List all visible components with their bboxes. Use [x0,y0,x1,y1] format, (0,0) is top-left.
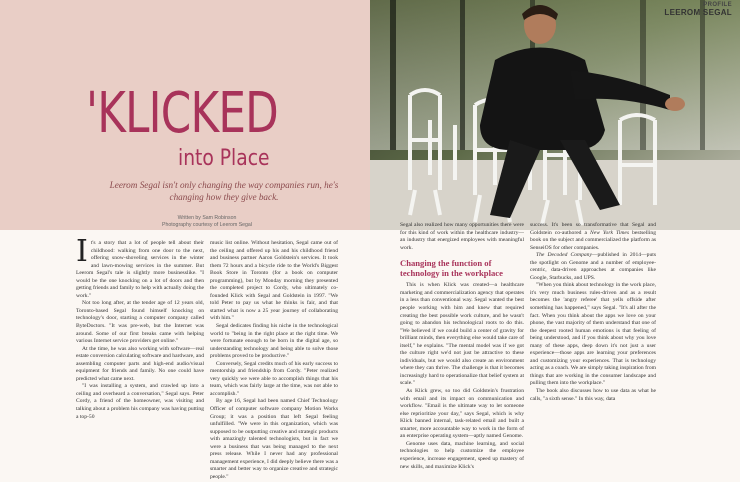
profile-photo [370,0,740,230]
writer-credit: Written by Sam Robinson [177,215,237,221]
section-tag: PROFILE [703,2,732,8]
book-title: The Decoded Company [536,252,592,259]
paragraph: As Klick grew, so too did Goldstein's frustration with email and its impact on communication and workflow. "Email is the ultimate way to let someone else reprioritize your day," says Segal, which is why Klick banned internal, task-related email and built a smarter, more accountable way to work in the form of an enterprise operating system—aptly named Genome. [400,388,524,440]
paragraph: At the time, he was also working with software—real estate conversion calculating software and hardware, and assembling computer parts and high-end audio/visual equipment for friends and family. No one could have predicted what came next. [76,345,204,382]
paragraph-text: bestselling book on the subject and commercialized the platform as SenseiOS for other companies. [530,229,656,251]
photo-tags [664,2,732,17]
article-deck: Leerom Segal isn't only changing the way companies run, he's changing how they give back. [109,180,339,202]
paragraph-text: —published in 2014—puts the spotlight on Genome and a number of employee-centric, data-driven approaches at companies like Google, Starbucks, and UPS. [530,252,656,281]
paragraph: Segal also realized how many opportunities there were for this kind of work within the healthcare industry—an industry that energized employees with meaningful work. [400,222,524,251]
paragraph-text: success. It's been so transformative that Segal and Goldstein co-authored a [530,222,656,236]
paragraph: "I was installing a system, and crawled up into a ceiling and overheard a conversation," Segal says. Peter Cordy, a friend of the homeowner, was visiting and talking about a problem his company was having putting a top-50 [76,383,204,420]
body-column-4 [530,222,656,403]
paragraph [530,252,656,282]
article-title: 'KLICKED [86,81,279,146]
paragraph: Conversely, Segal credits much of his early success to mentorship and friendship from Cordy. "Peter realized very quickly we were able to accomplish things that his team, which was fairly large at the time, was not able to accomplish." [210,360,338,397]
paragraph-text: t's a story that a lot of people tell about their childhood: walking from one door to the next, offering snow-shoveling services in the winter and lawn-mowing services in the summer. But Leerom Segal's tale is slightly more businesslike. "I would be the one knocking on a lot of doors and then getting friends and family to help with actually doing the work." [76,240,204,299]
paragraph: Genome uses data, machine learning, and social technologies to help customize the employee experience, increase engagement, speed up mastery of new skills, and maximize Klick's [400,440,524,470]
paragraph [76,234,204,300]
book-title: New York Times [589,229,630,236]
paragraph: music list online. Without hesitation, Segal came out of the ceiling and offered up his and his childhood friend and business partner Aaron Goldstein's services. It took them 72 hours and a bicycle ride to the World's Biggest Book Store in Toronto (for a book on computer programming), but by Monday morning they presented the completed project to Cordy, who ultimately co-founded Klick with Segal and Goldstein in 1997. "We told Peter to pay us what he thinks is fair, and that started what is now a 25 year journey of collaborating with him." [210,240,338,322]
body-column-1 [76,234,204,421]
article-title-sub: into Place [178,146,270,171]
subject-tag: LEEROM SEGAL [664,8,732,17]
article-credits [132,215,282,229]
body-column-3 [400,222,524,471]
paragraph [530,222,656,252]
paragraph: "When you think about technology in the work place, it's very much business rules-driven and as a result becomes the 'angry referee' that yells offside after something has happened," says Segal. "It's all after the fact. When you think about the apps we love on your phone, the vast majority of them understand that one of the deepest rooted human emotions is that feeling of being understood, and if you think about why you love many of these apps, deep down it's not just a user experience—those apps are learning your preferences and customizing your experiences. That is technology acting as a coach. We are simply taking inspiration from things that are working in the consumer landscape and pulling them into the workplace." [530,282,656,387]
paragraph: This is when Klick was created—a healthcare marketing and commercialization agency that operates in a less than conventional way. Segal wanted the best people working with him and knew that required creating the best possible work culture, and he wasn't going to abandon his technological roots to do this. "We believed if we could build a center of gravity for brilliant minds, then everything else would take care of itself," he explains. "The mental model was if we got the culture right we'd not just be attractive to these individuals, but we would also create an environment where they can thrive. The challenge is that it becomes increasingly hard to operationalize that belief system at scale." [400,282,524,387]
paragraph: Segal dedicates finding his niche in the technological world to "being in the right place at the right time. We were fortunate enough to be born in the digital age, so understanding technology and being able to solve those problems proved to be productive." [210,323,338,360]
photo-illustration [370,0,740,230]
paragraph: Not too long after, at the tender age of 12 years old, Toronto-based Segal found himself knocking on technology's door, starting a computer company called ByteDoctors. "It was pre-web, but the Internet was around. Some of our first breaks came with helping various Internet service providers get online." [76,300,204,345]
paragraph: By age 16, Segal had been named Chief Technology Officer of computer software company Motion Works Group; it was a position that left Segal feeling unfulfilled. "We were in this organization, which was supposed to be outputting creative and strategic products with amazingly talented technologists, but in fact we were a business that was being managed to the next press release. While I never had any professional management experience, I did deeply believe there was a smarter and better way to organize creative and strategic people." [210,398,338,480]
drop-cap: I [76,234,88,269]
photo-credit: Photography courtesy of Leerom Segal [162,222,252,228]
paragraph: The book also discusses how to use data as what he calls, "a sixth sense." In this way, data [530,388,656,402]
section-subhead: Changing the function of technology in the workplace [400,258,503,278]
body-column-2 [210,240,338,482]
